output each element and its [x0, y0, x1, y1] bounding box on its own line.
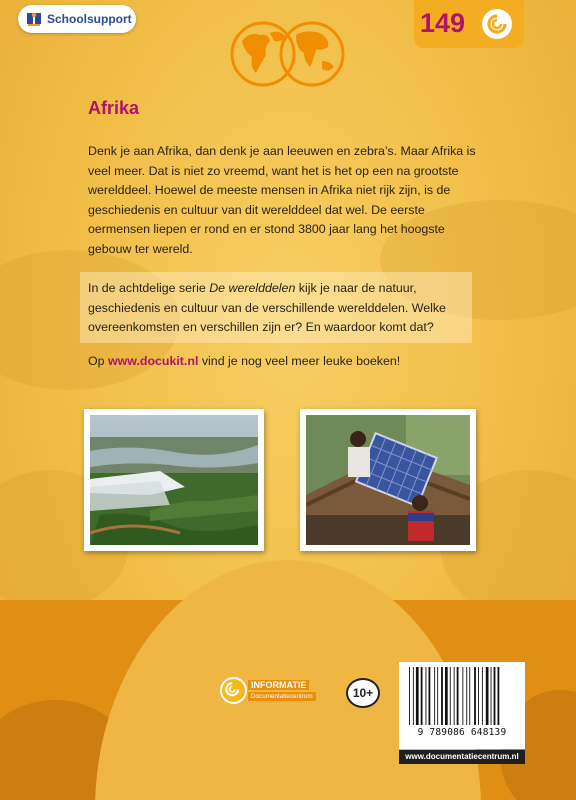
schoolsupport-logo	[18, 5, 136, 33]
globes-icon	[230, 21, 345, 87]
barcode-bars	[399, 662, 525, 728]
series-number: 149	[420, 8, 466, 38]
book-logo-icon	[26, 11, 42, 27]
swirl-icon	[482, 9, 512, 39]
barcode-bar	[482, 667, 483, 725]
informatie-label: INFORMATIE	[248, 680, 309, 690]
barcode-bar	[457, 667, 459, 725]
barcode-bar	[426, 667, 427, 725]
barcode-bar	[498, 667, 500, 725]
series-text-before: In de achtdelige serie	[88, 281, 210, 295]
people-installing-solar-panel-image	[306, 415, 470, 545]
barcode-bar	[445, 667, 448, 725]
barcode-bar	[437, 667, 438, 725]
barcode	[399, 662, 525, 749]
barcode-number: 9 789086 648139	[417, 727, 507, 738]
page-title: Afrika	[88, 98, 140, 118]
website-text-before: Op	[88, 354, 108, 368]
website-text-after: vind je nog veel meer leuke boeken!	[198, 354, 401, 368]
barcode-bar	[486, 667, 489, 725]
series-text-after: kijk je naar de natuur, geschiedenis en cultuur van de verschillende werelddelen. Welke overeenkomsten en verschillen zijn er? En waardoor komt dat?	[88, 281, 446, 335]
series-title: De werelddelen	[209, 281, 296, 295]
barcode-bar	[413, 667, 414, 725]
waterfall-photo	[84, 409, 264, 551]
barcode-bar	[494, 667, 496, 725]
docukit-link[interactable]: www.docukit.nl	[107, 354, 199, 368]
solar-panel-photo	[300, 409, 476, 551]
website-paragraph	[88, 352, 488, 372]
swirl-icon	[220, 677, 247, 704]
barcode-bar	[491, 667, 492, 725]
barcode-bar	[462, 667, 463, 725]
barcode-bar	[434, 667, 435, 725]
barcode-bar	[421, 667, 423, 725]
intro-paragraph: Denk je aan Afrika, dan denk je aan leeuwen en zebra’s. Maar Afrika is veel meer. Dat is niet zo vreemd, want het is het op een na grootste werelddeel. Hoewel de meeste mensen in Afrika niet rijk zijn, is de geschiedenis en cultuur van dit werelddeel dat wel. De eerste oermensen liepen er rond en er stond 3800 jaar lang het hoogste gebouw ter wereld.	[88, 144, 476, 256]
website-label[interactable]: www.documentatiecentrum.nl	[399, 750, 525, 764]
barcode-bar	[466, 667, 467, 725]
barcode-bar	[469, 667, 470, 725]
barcode-bar	[409, 667, 410, 725]
barcode-bar	[416, 667, 419, 725]
brand-name: Schoolsupport	[47, 12, 132, 26]
barcode-bar	[450, 667, 451, 725]
informatie-logo	[220, 677, 330, 707]
barcode-bar	[478, 667, 479, 725]
barcode-bar	[454, 667, 455, 725]
age-badge: 10+	[346, 678, 380, 708]
waterfall-landscape-image	[90, 415, 258, 545]
documentatiecentrum-label: Documentatiecentrum	[248, 692, 316, 701]
series-paragraph	[88, 279, 488, 338]
barcode-bar	[474, 667, 476, 725]
barcode-bar	[429, 667, 431, 725]
series-number-tab	[414, 0, 524, 48]
barcode-bar	[441, 667, 443, 725]
